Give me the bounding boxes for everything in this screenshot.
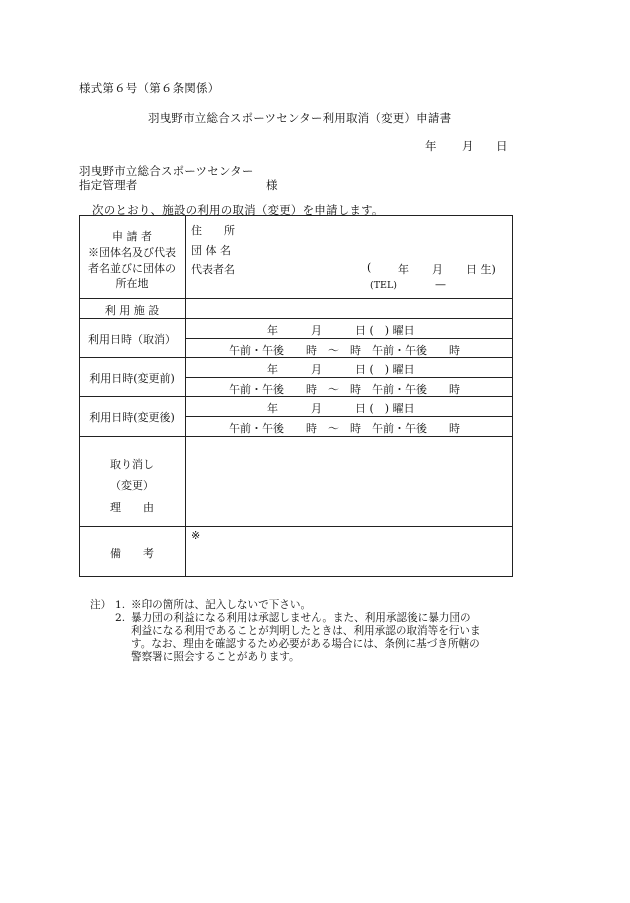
remarks-mark: ※ [191,529,201,542]
addressee-line2: 指定管理者 [79,178,138,192]
datetime-cancel-label: 利用日時（取消） [88,333,176,346]
date-month-label: 月 [462,139,474,153]
remarks-label: 備 考 [110,547,154,560]
birthdate-open: ( [367,261,372,274]
birthdate-year: 年 [398,263,409,276]
facility-label: 利 用 施 設 [104,304,160,317]
note-2-line-1: 暴力団の利益になる利用は承認しません。また、利用承認後に暴力団の [131,612,471,624]
table-rule [79,526,513,527]
note-1-text: ※印の箇所は、記入しないで下さい。 [131,599,312,611]
note-1-number: 1. [115,599,126,611]
addressee-line1: 羽曳野市立総合スポーツセンター [79,164,254,178]
note-2-line-3: す。なお、理由を確認するため必要がある場合には、条例に基づき所轄の [131,638,480,650]
date-year-label: 年 [425,139,437,153]
birthdate-month: 月 [432,263,443,276]
datetime-after-time: 午前・午後 時 ～ 時 午前・午後 時 [229,422,460,435]
note-2-number: 2. [115,612,126,624]
applicant-note-2: 者名並びに団体の [88,262,176,275]
note-2-line-4: 警察署に照会することがあります。 [131,651,300,663]
datetime-after-date: 年 月 日 ( ) 曜日 [267,402,415,415]
group-name-label: 団 体 名 [191,244,231,257]
form-number: 様式第６号（第６条関係） [79,81,220,95]
datetime-cancel-time: 午前・午後 時 ～ 時 午前・午後 時 [229,344,460,357]
reason-label-2: （変更） [110,479,154,492]
applicant-note-3: 所在地 [115,277,149,290]
tel-dash: — [435,278,446,291]
table-divider [185,215,186,577]
reason-label-3: 理 由 [110,501,154,514]
tel-label: (TEL) [370,280,397,291]
table-rule [185,338,513,339]
datetime-before-time: 午前・午後 時 ～ 時 午前・午後 時 [229,383,460,396]
representative-label: 代表者名 [191,263,235,276]
birthdate-day: 日 生) [466,263,496,276]
intro-text: 次のとおり、施設の利用の取消（変更）を申請します。 [92,203,384,217]
datetime-before-date: 年 月 日 ( ) 曜日 [267,363,415,376]
datetime-cancel-date: 年 月 日 ( ) 曜日 [267,324,415,337]
applicant-note-1: ※団体名及び代表 [88,246,176,259]
document-title: 羽曳野市立総合スポーツセンター利用取消（変更）申請書 [148,111,452,125]
table-rule [185,416,513,417]
address-label: 住 所 [191,224,235,237]
datetime-after-label: 利用日時(変更後) [89,411,175,424]
note-2-line-2: 利益になる利用であることが判明したときは、利用承認の取消等を行いま [131,625,481,637]
table-rule [185,377,513,378]
applicant-label: 申 請 者 [112,230,152,243]
datetime-before-label: 利用日時(変更前) [89,372,175,385]
table-rule [79,318,513,319]
reason-label-1: 取り消し [110,458,154,471]
date-day-label: 日 [496,139,508,153]
table-rule [79,298,513,299]
notes-prefix: 注） [90,599,112,611]
table-rule [79,436,513,437]
addressee-honorific: 様 [266,178,278,192]
